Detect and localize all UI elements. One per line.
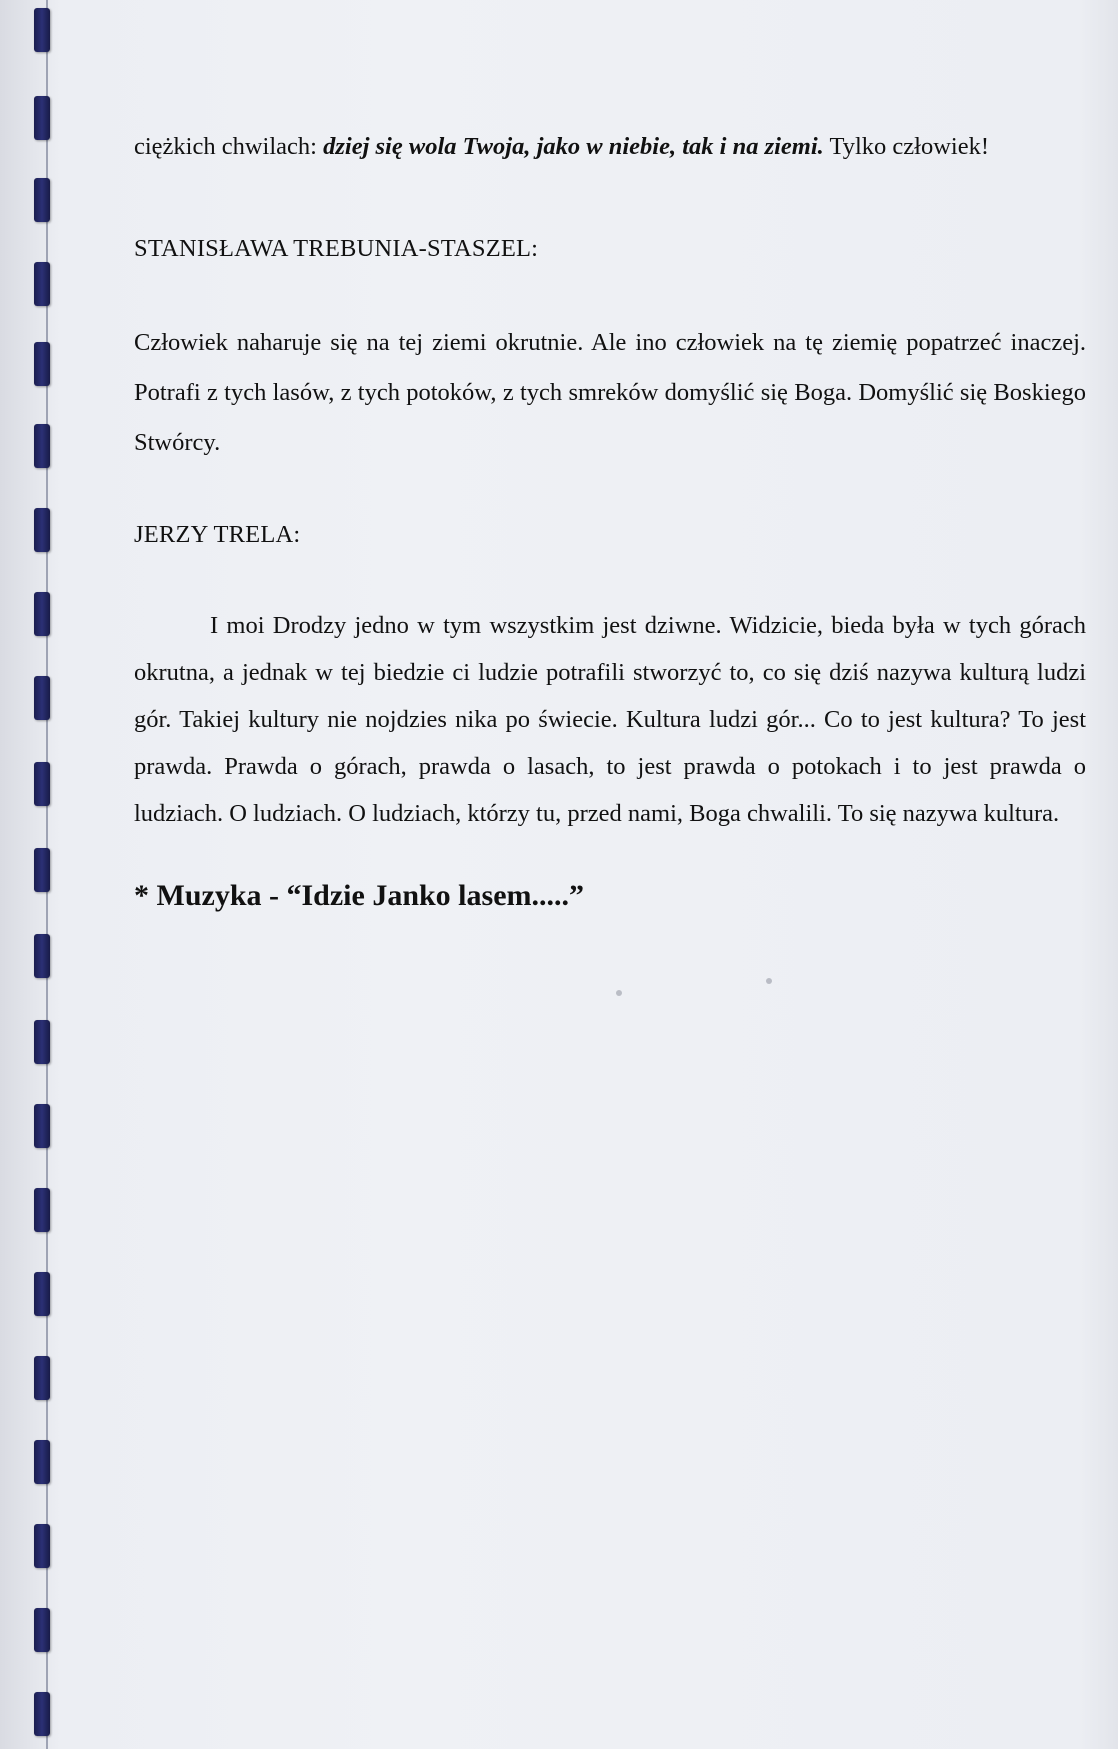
binding-coil	[34, 1020, 50, 1064]
binding-coil	[34, 1692, 50, 1736]
binding-coil	[34, 592, 50, 636]
scan-speck	[616, 990, 622, 996]
binding-coil	[34, 342, 50, 386]
binding-coil	[34, 1272, 50, 1316]
prayer-text-before: ciężkich chwilach:	[134, 133, 324, 160]
scan-speck	[766, 978, 772, 984]
binding-coil	[34, 848, 50, 892]
prayer-text-after: Tylko człowiek!	[823, 133, 989, 160]
binding-coil	[34, 1440, 50, 1484]
paragraph-prayer	[134, 122, 1086, 172]
binding-coil	[34, 508, 50, 552]
paragraph-trela: I moi Drodzy jedno w tym wszystkim jest dziwne. Widzicie, bieda była w tych górach okrutna, a jednak w tej biedzie ci ludzie potrafili stworzyć to, co się dziś nazywa kulturą ludzi gór. Takiej kultury nie nojdzies nika po świecie. Kultura ludzi gór... Co to jest kultura? To jest prawda. Prawda o górach, prawda o lasach, to jest prawda o potokach i to jest prawda o ludziach. O ludziach. O ludziach, którzy tu, przed nami, Boga chwalili. To się nazywa kultura.	[134, 612, 1086, 827]
paragraph-trebunia: Człowiek naharuje się na tej ziemi okrutnie. Ale ino człowiek na tę ziemię popatrzeć inaczej. Potrafi z tych lasów, z tych potoków, z tych smreków domyślić się Boga. Domyślić się Boskiego Stwórcy.	[134, 329, 1086, 456]
music-note: * Muzyka - “Idzie Janko lasem.....”	[134, 879, 584, 912]
binding-coil	[34, 262, 50, 306]
binding-coil	[34, 1356, 50, 1400]
binding-coil	[34, 1524, 50, 1568]
spiral-binding	[0, 0, 70, 1749]
binding-coil	[34, 424, 50, 468]
binding-coil	[34, 96, 50, 140]
binding-coil	[34, 178, 50, 222]
prayer-quote: dziej się wola Twoja, jako w niebie, tak i na ziemi.	[323, 133, 824, 160]
binding-coil	[34, 762, 50, 806]
speaker-heading-trebunia: STANISŁAWA TREBUNIA-STASZEL:	[134, 235, 539, 262]
binding-coil	[34, 934, 50, 978]
binding-coil	[34, 1188, 50, 1232]
binding-coil	[34, 8, 50, 52]
page-content	[134, 122, 1086, 921]
binding-coil	[34, 676, 50, 720]
binding-coil	[34, 1104, 50, 1148]
speaker-heading-trela: JERZY TRELA:	[134, 521, 301, 548]
binding-coil	[34, 1608, 50, 1652]
